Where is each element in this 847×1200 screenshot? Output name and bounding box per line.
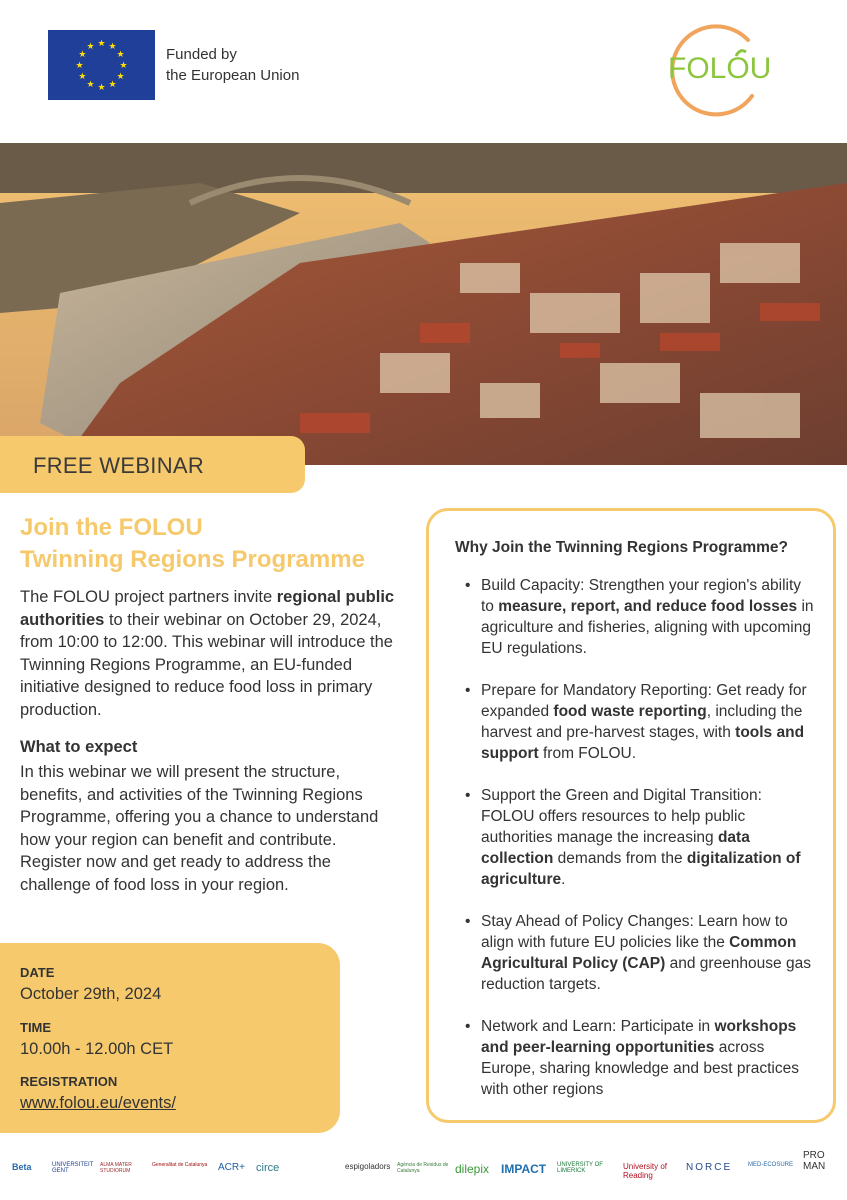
free-webinar-label: FREE WEBINAR [33, 453, 205, 478]
b2-text: Prepare for Mandatory Reporting: Get ready for expanded [481, 682, 807, 720]
eu-stars-icon [48, 30, 155, 100]
list-item [463, 911, 817, 995]
folou-logo [640, 18, 790, 120]
partner-logo: ACR+ [218, 1162, 245, 1173]
intro-paragraph [20, 586, 400, 721]
eu-star-icon: ★ [78, 71, 87, 81]
eu-star-icon: ★ [116, 49, 125, 59]
funded-line-1: Funded by [166, 46, 237, 63]
eu-star-icon: ★ [78, 49, 87, 59]
b2-bold: food waste reporting [553, 703, 707, 720]
time-label: TIME [20, 1020, 52, 1035]
eu-star-icon: ★ [97, 82, 106, 92]
what-to-expect-heading: What to expect [20, 738, 138, 756]
b5-text: Network and Learn: Participate in [481, 1018, 715, 1035]
b4-text-end: and greenhouse gas reduction targets. [481, 955, 811, 993]
b5-bold: workshops and peer-learning opportunities [481, 1018, 797, 1056]
why-join-box [426, 508, 836, 1123]
list-item [463, 785, 817, 890]
intro-text-bold: regional public authorities [20, 588, 395, 629]
partner-logo: Agència de Residus de Catalunya [397, 1162, 449, 1174]
registration-link[interactable]: www.folou.eu/events/ [20, 1094, 176, 1112]
b4-bold: Common Agricultural Policy (CAP) [481, 934, 797, 972]
funding-statement [166, 44, 299, 86]
eu-flag-logo [48, 30, 155, 100]
why-join-heading: Why Join the Twinning Regions Programme? [455, 539, 788, 556]
city-photo [0, 143, 847, 465]
eu-star-icon: ★ [108, 79, 117, 90]
registration-label: REGISTRATION [20, 1074, 118, 1089]
b3-text: Support the Green and Digital Transition: FOLOU offers resources to help public authorities manage the increasing [481, 787, 762, 846]
partner-logo: dilepix [455, 1162, 490, 1176]
eu-star-icon: ★ [119, 60, 128, 70]
b3-text-mid: demands from the [553, 850, 687, 867]
eu-star-icon: ★ [108, 40, 117, 51]
b2-text-end: from FOLOU. [538, 745, 637, 762]
title-line-1: Join the FOLOU [20, 514, 203, 541]
b1-text: Build Capacity: Strengthen your region's ability to [481, 577, 802, 615]
eu-star-icon: ★ [75, 60, 84, 70]
partner-logo: Generalitat de Catalunya [152, 1162, 208, 1168]
partner-logo: espigoladors [345, 1162, 391, 1171]
funded-line-2: the European Union [166, 67, 300, 84]
title-line-2: Twinning Regions Programme [20, 546, 365, 573]
partner-logo: MED-ECOSURE [748, 1162, 794, 1168]
time-value: 10.00h - 12.00h CET [20, 1040, 174, 1058]
partner-logo: UNIVERSITY OF LIMERICK [557, 1162, 603, 1174]
eu-star-icon: ★ [116, 71, 125, 81]
partner-logo: NORCE [686, 1162, 733, 1173]
eu-star-icon: ★ [97, 38, 106, 48]
partner-logo: University of Reading [623, 1162, 668, 1180]
partner-logo: UNIVERSITEIT GENT [52, 1162, 94, 1174]
date-label: DATE [20, 965, 55, 980]
event-details-card [0, 943, 340, 1133]
b2-text-mid: , including the harvest and pre-harvest stages, with [481, 703, 803, 741]
benefits-list [463, 575, 817, 1121]
b3-text-end: . [561, 871, 566, 888]
free-webinar-banner [0, 436, 305, 493]
b1-text-end: in agriculture and fisheries, aligning with upcoming EU regulations. [481, 598, 814, 657]
eu-star-icon: ★ [86, 40, 95, 51]
partner-logo: Beta [12, 1162, 32, 1172]
intro-text-1: The FOLOU project partners invite [20, 588, 277, 606]
folou-logo-text: FOLOU [668, 52, 772, 85]
partner-logo: circe [256, 1162, 280, 1174]
intro-text-2: to their webinar on October 29, 2024, from 10:00 to 12:00. This webinar will introduce the Twinning Regions Programme, an EU-funded initiative designed to reduce food loss in primary production. [20, 610, 393, 719]
partner-logo: PRO MAN [803, 1150, 826, 1172]
partner-logo: IMPACT [501, 1162, 547, 1176]
partner-logos [0, 1150, 847, 1200]
b4-text: Stay Ahead of Policy Changes: Learn how to align with future EU policies like the [481, 913, 788, 951]
page-title [20, 512, 420, 576]
list-item [463, 575, 817, 659]
eu-star-icon: ★ [86, 79, 95, 90]
list-item [463, 1016, 817, 1100]
list-item [463, 680, 817, 764]
b3-bold-2: digitalization of agriculture [481, 850, 801, 888]
b1-bold: measure, report, and reduce food losses [498, 598, 798, 615]
b2-bold-2: tools and support [481, 724, 805, 762]
what-to-expect-text: In this webinar we will present the structure, benefits, and activities of the Twinning Regions Programme, offering you a chance to understand how your region can benefit and contribute. Register now and get ready to address the challenge of food loss in your region. [20, 763, 379, 894]
b3-bold: data collection [481, 829, 750, 867]
date-value: October 29th, 2024 [20, 985, 162, 1003]
b5-text-end: across Europe, sharing knowledge and best practices with other regions [481, 1039, 799, 1098]
partner-logo: ALMA MATER STUDIORUM [100, 1162, 132, 1174]
